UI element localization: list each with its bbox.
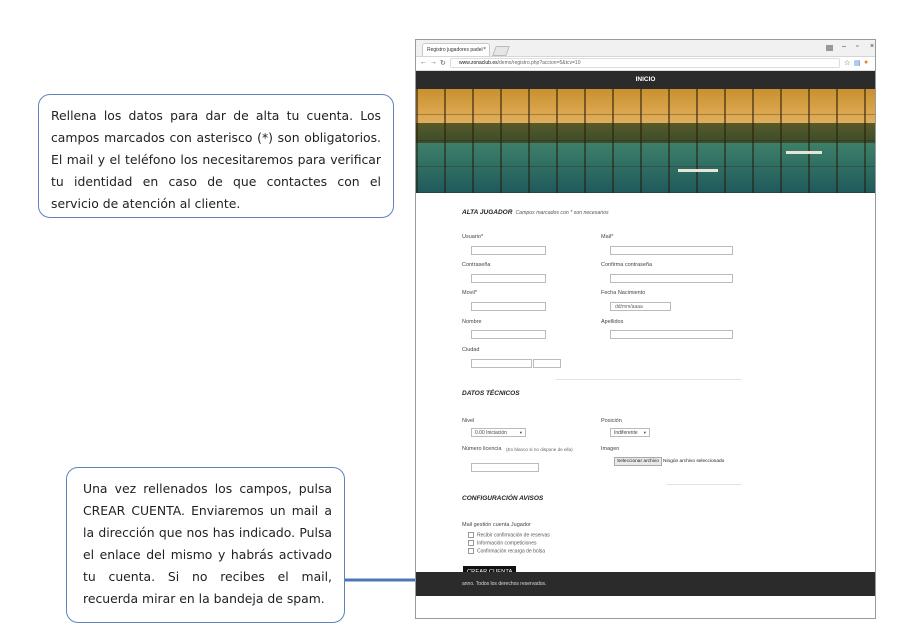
browser-tab[interactable] bbox=[422, 43, 490, 56]
apellidos-label: Apellidos bbox=[601, 319, 624, 325]
required-note: Campos marcados con * son necesarios bbox=[515, 210, 609, 216]
posicion-select[interactable] bbox=[610, 428, 650, 437]
confirma-input[interactable] bbox=[610, 274, 733, 283]
browser-tab-bar bbox=[416, 40, 875, 57]
checkbox-recarga[interactable]: Confirmación recarga de bolsa bbox=[468, 548, 545, 554]
mail-label: Mail* bbox=[601, 234, 614, 240]
section-divider bbox=[556, 379, 742, 380]
url-field[interactable] bbox=[450, 58, 840, 68]
licencia-note: (En blanco si no dispone de ella) bbox=[506, 447, 573, 452]
url-path: /demo/registro.php?accion=5&tcv=10 bbox=[497, 60, 581, 66]
extension-icon[interactable]: ▤ bbox=[854, 60, 861, 67]
browser-window bbox=[415, 39, 876, 619]
close-icon[interactable]: × bbox=[870, 43, 875, 50]
nivel-label: Nivel bbox=[462, 418, 475, 424]
callout-top-text: Rellena los datos para dar de alta tu cuenta. Los campos marcados con asterisco (*) son obligatorios. El mail y el teléfono los necesitaremos para verificar tu identidad en caso de que contactes con el servicio de atención al cliente. bbox=[51, 108, 381, 211]
movil-label: Movil* bbox=[462, 290, 477, 296]
contrasena-input[interactable] bbox=[471, 274, 546, 283]
address-bar bbox=[416, 57, 875, 71]
fecha-input[interactable] bbox=[610, 302, 671, 311]
select-file-button[interactable]: Seleccionar archivo bbox=[614, 457, 662, 466]
mail-input[interactable] bbox=[610, 246, 733, 255]
alta-jugador-heading: ALTA JUGADOR Campos marcados con * son necesarios bbox=[462, 209, 609, 216]
checkbox-icon[interactable] bbox=[468, 532, 474, 538]
nav-inicio-link[interactable]: INICIO bbox=[635, 76, 656, 83]
instruction-callout-bottom bbox=[66, 467, 345, 623]
reload-icon[interactable]: ↻ bbox=[440, 60, 446, 67]
instruction-callout-top bbox=[38, 94, 394, 218]
nombre-input[interactable] bbox=[471, 330, 546, 339]
apellidos-input[interactable] bbox=[610, 330, 733, 339]
provincia-input[interactable] bbox=[533, 359, 561, 368]
posicion-value: Indiferente bbox=[614, 430, 638, 436]
section-divider bbox=[666, 484, 742, 485]
fecha-placeholder: dd/mm/aaaa bbox=[615, 304, 643, 310]
confirma-label: Confirma contraseña bbox=[601, 262, 653, 268]
licencia-input[interactable] bbox=[471, 463, 539, 472]
usuario-label: Usuario* bbox=[462, 234, 484, 240]
usuario-input[interactable] bbox=[471, 246, 546, 255]
fecha-label: Fecha Nacimiento bbox=[601, 290, 646, 296]
new-tab-button[interactable] bbox=[492, 46, 510, 56]
avisos-heading: CONFIGURACIÓN AVISOS bbox=[462, 495, 544, 502]
nombre-label: Nombre bbox=[462, 319, 482, 325]
forward-arrow-icon[interactable]: → bbox=[430, 59, 437, 66]
menu-icon[interactable]: ● bbox=[864, 59, 869, 66]
movil-input[interactable] bbox=[471, 302, 546, 311]
site-nav-bar bbox=[416, 71, 875, 89]
checkbox-reservas[interactable]: Recibir confirmación de reservas bbox=[468, 532, 550, 538]
footer-text: anno. Todos los derechos reservados. bbox=[462, 581, 547, 587]
star-icon[interactable]: ☆ bbox=[844, 60, 851, 67]
restore-icon[interactable]: ▫ bbox=[856, 43, 859, 50]
checkbox-competiciones[interactable]: Información competiciones bbox=[468, 540, 536, 546]
file-status: Ningún archivo seleccionado bbox=[663, 459, 725, 464]
nivel-value: 0.00 Iniciación bbox=[475, 430, 507, 436]
imagen-label: Imagen bbox=[601, 446, 620, 452]
site-footer bbox=[416, 572, 875, 596]
registration-form bbox=[416, 193, 875, 596]
url-domain: www.zonaclub.es bbox=[459, 60, 498, 66]
checkbox-icon[interactable] bbox=[468, 540, 474, 546]
datos-tecnicos-heading: DATOS TÉCNICOS bbox=[462, 390, 520, 397]
licencia-label: Número licencia bbox=[462, 446, 502, 452]
nivel-select[interactable] bbox=[471, 428, 526, 437]
profile-icon[interactable] bbox=[826, 45, 833, 51]
contrasena-label: Contraseña bbox=[462, 262, 491, 268]
dropdown-caret-icon: ▾ bbox=[519, 430, 522, 435]
back-arrow-icon[interactable]: ← bbox=[420, 59, 427, 66]
ciudad-input[interactable] bbox=[471, 359, 532, 368]
tab-close-icon[interactable]: × bbox=[483, 46, 486, 52]
hero-image bbox=[416, 89, 875, 193]
tab-title: Registro jugadores padel bbox=[427, 47, 483, 53]
dropdown-caret-icon: ▾ bbox=[643, 430, 646, 435]
callout-bottom-text: Una vez rellenados los campos, pulsa CREAR CUENTA. Enviaremos un mail a la dirección que nos has indicado. Pulsa el enlace del mismo y habrás activado tu cuenta. Si no recibes el mail, recuerda mirar en la bandeja de spam. bbox=[83, 481, 332, 606]
ciudad-label: Ciudad bbox=[462, 347, 480, 353]
posicion-label: Posición bbox=[601, 418, 622, 424]
checkbox-icon[interactable] bbox=[468, 548, 474, 554]
mail-gestion-label: Mail gestión cuenta Jugador bbox=[462, 522, 531, 528]
minimize-icon[interactable]: – bbox=[842, 43, 846, 50]
